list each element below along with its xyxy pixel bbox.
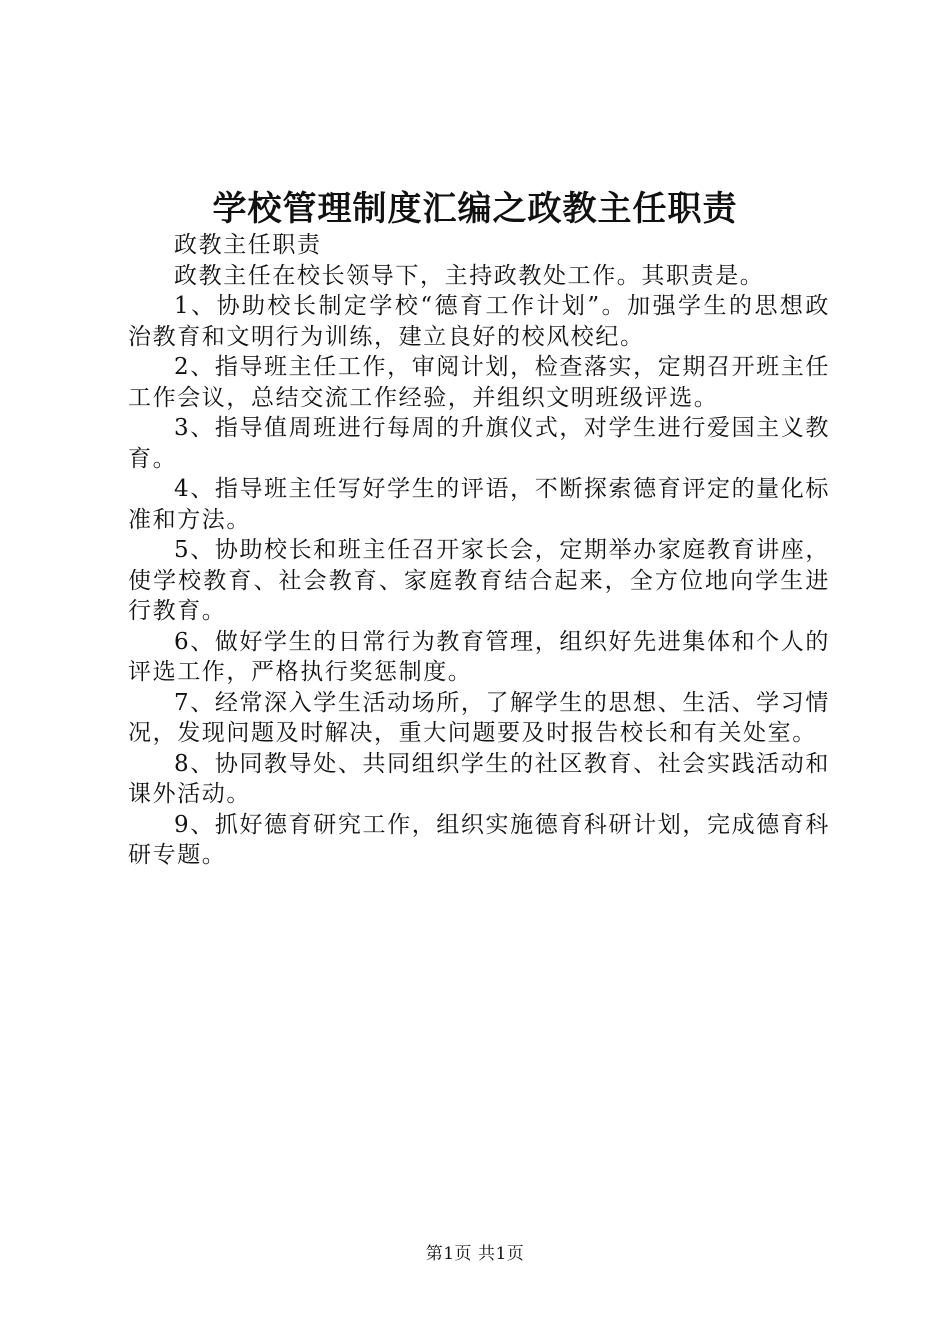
paragraph-item-2: 2、指导班主任工作，审阅计划，检查落实，定期召开班主任工作会议，总结交流工作经验，并组织文明班级评选。: [128, 354, 830, 411]
paragraph-item-7: 7、经常深入学生活动场所，了解学生的思想、生活、学习情况，发现问题及时解决，重大问题要及时报告校长和有关处室。: [128, 689, 830, 746]
paragraph-item-5: 5、协助校长和班主任召开家长会，定期举办家庭教育讲座，使学校教育、社会教育、家庭教育结合起来，全方位地向学生进行教育。: [128, 537, 830, 624]
paragraph-item-1: 1、协助校长制定学校“德育工作计划”。加强学生的思想政治教育和文明行为训练，建立良好的校风校纪。: [128, 293, 830, 350]
paragraph-item-4: 4、指导班主任写好学生的评语，不断探索德育评定的量化标准和方法。: [128, 476, 830, 533]
paragraph-item-6: 6、做好学生的日常行为教育管理，组织好先进集体和个人的评选工作，严格执行奖惩制度。: [128, 628, 830, 685]
document-body: [128, 230, 830, 871]
page-number-footer: 第1页 共1页: [425, 1244, 525, 1264]
paragraph-item-3: 3、指导值周班进行每周的升旗仪式，对学生进行爱国主义教育。: [128, 415, 830, 472]
paragraph-item-9: 9、抓好德育研究工作，组织实施德育科研计划，完成德育科研专题。: [128, 811, 830, 868]
document-title: 学校管理制度汇编之政教主任职责: [212, 189, 738, 229]
paragraph-heading: 政教主任职责: [174, 232, 322, 258]
paragraph-item-8: 8、协同教导处、共同组织学生的社区教育、社会实践活动和课外活动。: [128, 750, 830, 807]
paragraph-intro: 政教主任在校长领导下，主持政教处工作。其职责是。: [174, 262, 765, 289]
